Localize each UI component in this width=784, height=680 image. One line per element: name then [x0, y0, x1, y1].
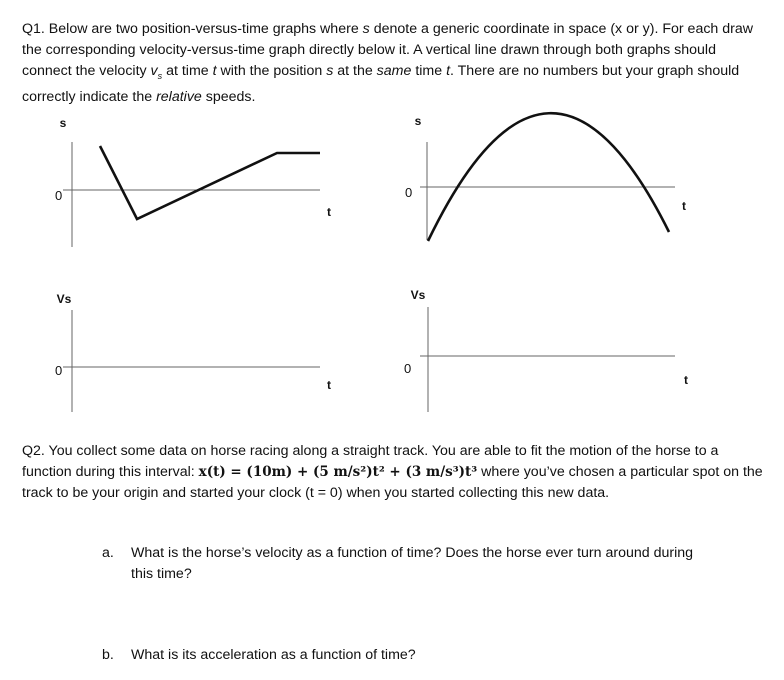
position-curve-left: [100, 146, 320, 219]
horse-position-equation: x(t) = (10m) + (5 m/s²)t² + (3 m/s³)t³: [198, 464, 478, 480]
question-1-text: Q1. Below are two position-versus-time graphs where s denote a generic coordinate in space (x or y). For each draw the corresponding velocity-versus-time graph directly below it. A vertical line drawn through both graphs should connect the velocity $v_s$ at time t with the position s at the same time t. There are no numbers but your graph should correctly indicate the relative speeds.: [22, 21, 754, 105]
position-graph-right: [405, 113, 686, 241]
question-2b-text: What is its acceleration as a function of time?: [131, 647, 416, 663]
zero-label-right-top: 0: [405, 185, 413, 200]
position-curve-right: [428, 113, 669, 241]
vs-axis-label-right: Vs: [410, 288, 426, 302]
question-2a: [102, 543, 702, 585]
question-2-text: Q2. You collect some data on horse racing along a straight track. You are able to fit the motion of the horse to a function during this interval: x(t) = (10m) + (5 m/s²)t² + (3 m/s³)t³ where you’ve chosen a particular spot on the track to be your origin and started your clock (t = 0) when you started collecting this new data.: [22, 443, 763, 501]
question-2a-text: What is the horse’s velocity as a function of time? Does the horse ever turn around during this time?: [131, 545, 694, 582]
velocity-graph-right: [404, 288, 688, 412]
zero-label-left-top: 0: [55, 188, 63, 203]
question-2a-label: a.: [102, 545, 114, 561]
velocity-graph-left: [55, 292, 331, 412]
vs-axis-label-left: Vs: [56, 292, 72, 306]
zero-label-left-bottom: 0: [55, 363, 63, 378]
t-axis-label-left-bottom: t: [327, 378, 331, 392]
t-axis-label-right-bottom: t: [684, 373, 688, 387]
position-graph-left: [55, 116, 331, 247]
question-2b: [102, 645, 702, 666]
question-2b-label: b.: [102, 647, 114, 663]
t-axis-label-left-top: t: [327, 205, 331, 219]
t-axis-label-right-top: t: [682, 199, 686, 213]
s-axis-label-left: s: [59, 116, 67, 130]
zero-label-right-bottom: 0: [404, 361, 412, 376]
s-axis-label-right: s: [414, 114, 422, 128]
